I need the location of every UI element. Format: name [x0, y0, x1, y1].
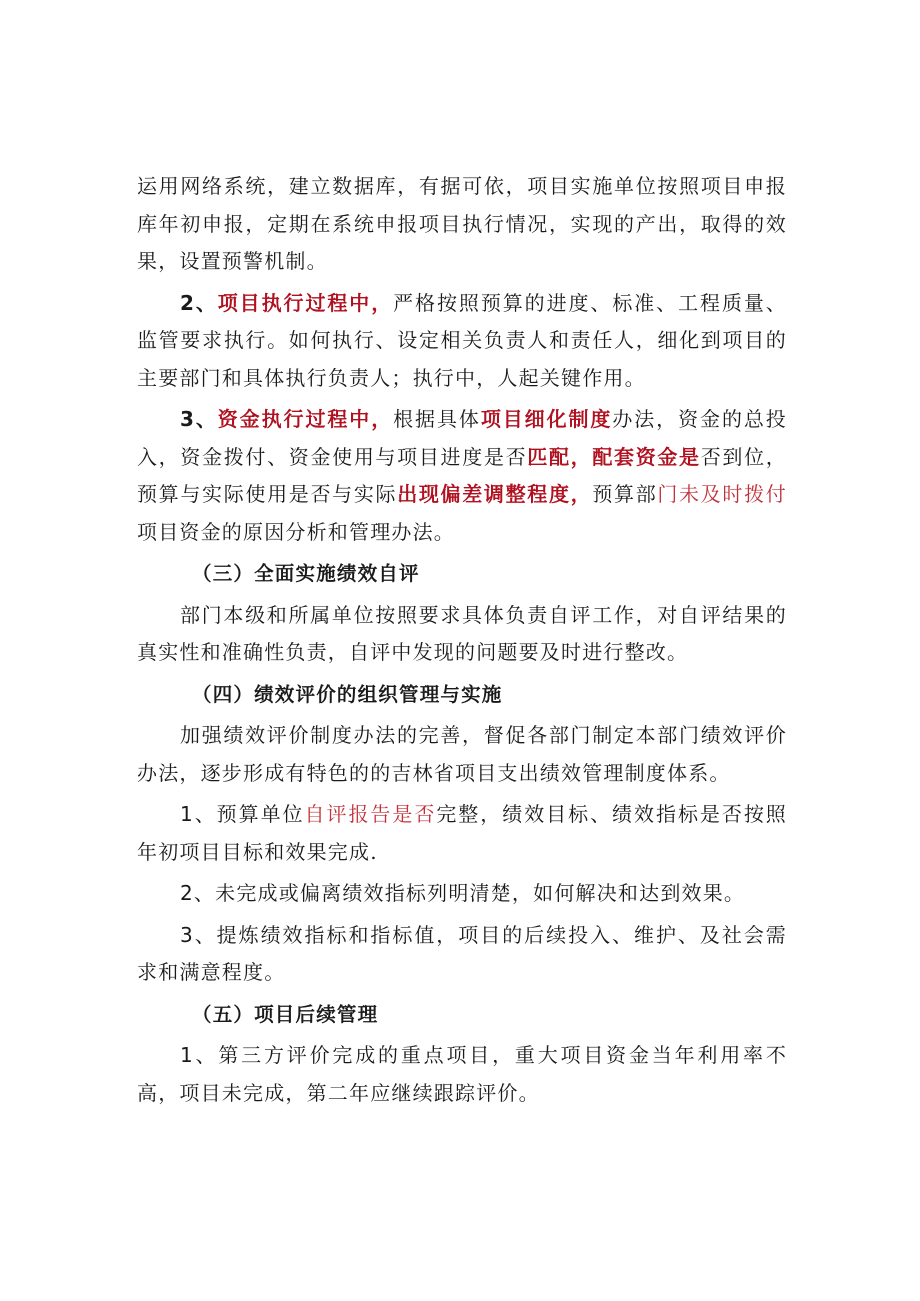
highlight-late-allocation: 门未及时拨付 [657, 482, 787, 506]
document-body [137, 168, 787, 1112]
paragraph-text: 未完成或偏离绩效指标列明清楚，如何解决和达到效果。 [215, 881, 746, 905]
paragraph-project-execution [137, 285, 787, 398]
highlight-project-rules: 项目细化制度 [480, 407, 613, 431]
item-number: 1、 [180, 1043, 219, 1067]
paragraph-item-3 [137, 917, 787, 992]
item-number: 2、 [180, 290, 218, 315]
paragraph-follow-up-item-1 [137, 1037, 787, 1112]
paragraph-fund-execution [137, 401, 787, 551]
section-heading-evaluation-management: （四）绩效评价的组织管理与实施 [192, 682, 503, 706]
section-heading-follow-up: （五）项目后续管理 [192, 1002, 379, 1026]
highlight-project-execution: 项目执行过程中， [217, 290, 394, 315]
paragraph-text: 预算单位 [216, 802, 305, 826]
paragraph-text: 预算部 [592, 482, 658, 506]
paragraph-text: 根据具体 [393, 407, 481, 431]
item-number: 1、 [180, 802, 217, 826]
section-heading-self-evaluation: （三）全面实施绩效自评 [192, 562, 420, 585]
paragraph-text: 第三方评价完成的重点项目，重大项目资金当年利用率不高，项目未完成，第二年应继续跟踪评价。 [137, 1043, 788, 1105]
paragraph-text: 严格按照预算的进度、标准、工程质量、监管要求执行。如何执行、设定相关负责人和责任人，细化到项目的主要部门和具体执行负责人；执行中，人起关键作用。 [137, 290, 787, 390]
paragraph-item-1 [137, 796, 787, 871]
highlight-fund-execution: 资金执行过程中， [217, 407, 394, 431]
paragraph-text: 提炼绩效指标和指标值，项目的后续投入、维护、及社会需求和满意程度。 [137, 922, 787, 984]
paragraph-text: 否到位，预算与实际使用是否与实际 [137, 444, 787, 506]
paragraph-item-2 [137, 875, 787, 913]
paragraph-self-evaluation: 部门本级和所属单位按照要求具体负责自评工作，对自评结果的真实性和准确性负责，自评中发现的问题要及时进行整改。 [137, 602, 787, 664]
item-number: 3、 [180, 407, 218, 431]
paragraph-text: 完整，绩效目标、绩效指标是否按照年初项目目标和效果完成. [137, 802, 788, 864]
paragraph-text: 办法，资金的总投入，资金拨付、资金使用与项目进度是否 [137, 407, 787, 469]
item-number: 2、 [180, 881, 216, 905]
highlight-matching-funds: 匹配，配套资金是 [527, 444, 701, 469]
paragraph-evaluation-rules: 加强绩效评价制度办法的完善，督促各部门制定本部门绩效评价办法，逐步形成有特色的的吉林省项目支出绩效管理制度体系。 [137, 723, 787, 785]
paragraph-network-system: 运用网络系统，建立数据库，有据可依，项目实施单位按照项目申报库年初申报，定期在系统申报项目执行情况，实现的产出，取得的效果，设置预警机制。 [137, 174, 787, 273]
item-number: 3、 [180, 922, 217, 947]
highlight-self-report: 自评报告是否 [304, 802, 437, 826]
paragraph-text: 项目资金的原因分析和管理办法。 [137, 519, 455, 544]
highlight-deviation: 出现偏差调整程度， [397, 482, 593, 506]
